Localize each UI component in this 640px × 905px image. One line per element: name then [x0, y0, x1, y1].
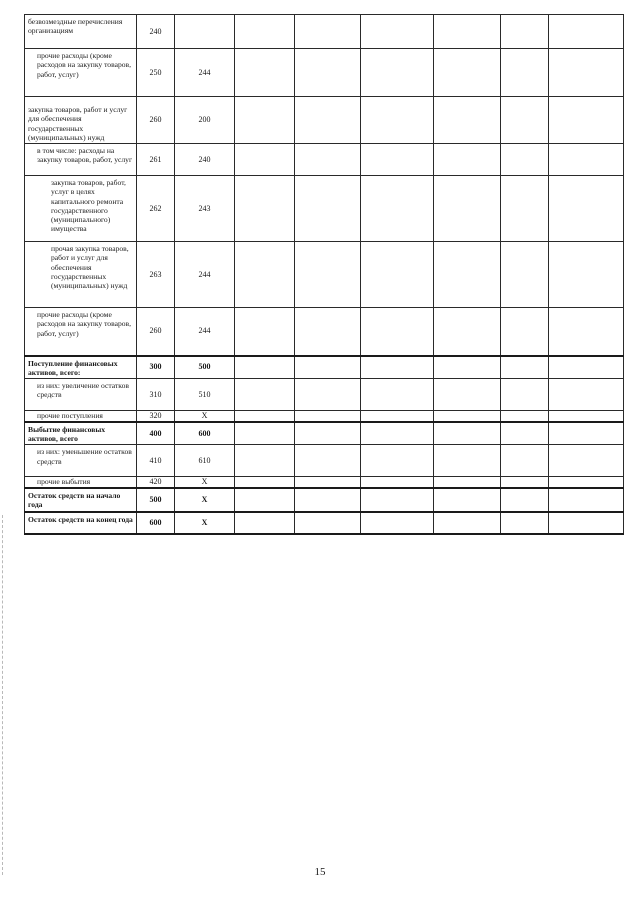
value-cell	[434, 356, 501, 379]
value-cell	[361, 356, 434, 379]
value-cell	[361, 15, 434, 49]
kosgu-code: 244	[175, 242, 235, 308]
value-cell	[361, 97, 434, 144]
value-cell	[235, 176, 295, 242]
value-cell	[235, 488, 295, 512]
value-cell	[434, 49, 501, 97]
scan-edge-marks	[2, 515, 5, 875]
value-cell	[434, 422, 501, 445]
value-cell	[361, 512, 434, 534]
row-name: прочая закупка товаров, работ и услуг для обеспечения государственных (муниципальных) нужд	[25, 242, 137, 308]
value-cell	[361, 49, 434, 97]
table-row	[25, 15, 624, 49]
kosgu-code: 244	[175, 308, 235, 356]
value-cell	[361, 477, 434, 488]
value-cell	[361, 445, 434, 477]
kosgu-code: 500	[175, 356, 235, 379]
value-cell	[501, 488, 549, 512]
table-row	[25, 411, 624, 422]
row-name: Остаток средств на конец года	[25, 512, 137, 534]
value-cell	[361, 242, 434, 308]
value-cell	[549, 308, 624, 356]
table-row	[25, 422, 624, 445]
value-cell	[549, 176, 624, 242]
value-cell	[361, 176, 434, 242]
value-cell	[501, 242, 549, 308]
value-cell	[434, 512, 501, 534]
value-cell	[295, 477, 361, 488]
value-cell	[235, 308, 295, 356]
row-code: 260	[137, 308, 175, 356]
value-cell	[434, 15, 501, 49]
value-cell	[434, 379, 501, 411]
row-code: 260	[137, 97, 175, 144]
value-cell	[501, 97, 549, 144]
value-cell	[235, 445, 295, 477]
row-name: закупка товаров, работ, услуг в целях капитального ремонта государственного (муниципального) имущества	[25, 176, 137, 242]
table-row	[25, 445, 624, 477]
value-cell	[235, 422, 295, 445]
value-cell	[434, 477, 501, 488]
row-name: Поступление финансовых активов, всего:	[25, 356, 137, 379]
value-cell	[434, 97, 501, 144]
table-row	[25, 308, 624, 356]
value-cell	[434, 445, 501, 477]
value-cell	[549, 242, 624, 308]
row-name: прочие выбытия	[25, 477, 137, 488]
kosgu-code: 243	[175, 176, 235, 242]
row-code: 320	[137, 411, 175, 422]
value-cell	[501, 512, 549, 534]
value-cell	[295, 488, 361, 512]
value-cell	[295, 308, 361, 356]
value-cell	[501, 477, 549, 488]
value-cell	[501, 308, 549, 356]
row-name: в том числе: расходы на закупку товаров, работ, услуг	[25, 144, 137, 176]
row-code: 400	[137, 422, 175, 445]
value-cell	[295, 411, 361, 422]
value-cell	[295, 144, 361, 176]
value-cell	[549, 488, 624, 512]
value-cell	[361, 488, 434, 512]
value-cell	[501, 144, 549, 176]
row-code: 250	[137, 49, 175, 97]
value-cell	[434, 242, 501, 308]
value-cell	[549, 477, 624, 488]
value-cell	[434, 176, 501, 242]
value-cell	[549, 15, 624, 49]
row-code: 262	[137, 176, 175, 242]
table-row	[25, 477, 624, 488]
value-cell	[549, 411, 624, 422]
kosgu-code: 200	[175, 97, 235, 144]
value-cell	[295, 356, 361, 379]
value-cell	[549, 97, 624, 144]
value-cell	[501, 445, 549, 477]
value-cell	[295, 422, 361, 445]
value-cell	[295, 445, 361, 477]
value-cell	[235, 49, 295, 97]
row-name: прочие поступления	[25, 411, 137, 422]
table-row	[25, 144, 624, 176]
value-cell	[361, 144, 434, 176]
value-cell	[549, 49, 624, 97]
value-cell	[549, 445, 624, 477]
row-code: 240	[137, 15, 175, 49]
value-cell	[501, 411, 549, 422]
row-code: 500	[137, 488, 175, 512]
kosgu-code: 600	[175, 422, 235, 445]
value-cell	[549, 422, 624, 445]
table-row	[25, 488, 624, 512]
row-name: Выбытие финансовых активов, всего	[25, 422, 137, 445]
value-cell	[434, 308, 501, 356]
kosgu-code: 610	[175, 445, 235, 477]
value-cell	[235, 356, 295, 379]
kosgu-code: 240	[175, 144, 235, 176]
row-code: 310	[137, 379, 175, 411]
value-cell	[434, 144, 501, 176]
kosgu-code: X	[175, 488, 235, 512]
value-cell	[235, 411, 295, 422]
value-cell	[501, 49, 549, 97]
kosgu-code: 510	[175, 379, 235, 411]
value-cell	[501, 422, 549, 445]
row-code: 300	[137, 356, 175, 379]
value-cell	[295, 379, 361, 411]
value-cell	[434, 488, 501, 512]
row-code: 261	[137, 144, 175, 176]
value-cell	[361, 379, 434, 411]
value-cell	[235, 97, 295, 144]
value-cell	[235, 512, 295, 534]
row-name: Остаток средств на начало года	[25, 488, 137, 512]
value-cell	[235, 144, 295, 176]
value-cell	[235, 477, 295, 488]
kosgu-code: X	[175, 477, 235, 488]
value-cell	[501, 176, 549, 242]
value-cell	[549, 356, 624, 379]
value-cell	[295, 242, 361, 308]
kosgu-code: X	[175, 512, 235, 534]
value-cell	[549, 379, 624, 411]
table-row	[25, 512, 624, 534]
value-cell	[295, 97, 361, 144]
row-name: из них: уменьшение остатков средств	[25, 445, 137, 477]
value-cell	[295, 176, 361, 242]
row-name: закупка товаров, работ и услуг для обеспечения государственных (муниципальных) нужд	[25, 97, 137, 144]
table-row	[25, 176, 624, 242]
table-row	[25, 97, 624, 144]
table-row	[25, 49, 624, 97]
row-code: 410	[137, 445, 175, 477]
value-cell	[361, 411, 434, 422]
financial-plan-table	[24, 14, 623, 535]
row-code: 420	[137, 477, 175, 488]
value-cell	[361, 422, 434, 445]
value-cell	[361, 308, 434, 356]
table-row	[25, 379, 624, 411]
kosgu-code: X	[175, 411, 235, 422]
row-name: прочие расходы (кроме расходов на закупку товаров, работ, услуг)	[25, 308, 137, 356]
row-code: 600	[137, 512, 175, 534]
kosgu-code	[175, 15, 235, 49]
value-cell	[549, 512, 624, 534]
table-row	[25, 242, 624, 308]
row-code: 263	[137, 242, 175, 308]
value-cell	[501, 15, 549, 49]
value-cell	[434, 411, 501, 422]
kosgu-code: 244	[175, 49, 235, 97]
value-cell	[295, 512, 361, 534]
table-body	[25, 15, 624, 534]
value-cell	[295, 49, 361, 97]
value-cell	[549, 144, 624, 176]
row-name: безвозмездные перечисления организациям	[25, 15, 137, 49]
value-cell	[501, 379, 549, 411]
row-name: прочие расходы (кроме расходов на закупку товаров, работ, услуг)	[25, 49, 137, 97]
value-cell	[295, 15, 361, 49]
value-cell	[235, 15, 295, 49]
value-cell	[235, 379, 295, 411]
value-cell	[235, 242, 295, 308]
row-name: из них: увеличение остатков средств	[25, 379, 137, 411]
table-row	[25, 356, 624, 379]
page-number: 15	[314, 866, 326, 878]
value-cell	[501, 356, 549, 379]
